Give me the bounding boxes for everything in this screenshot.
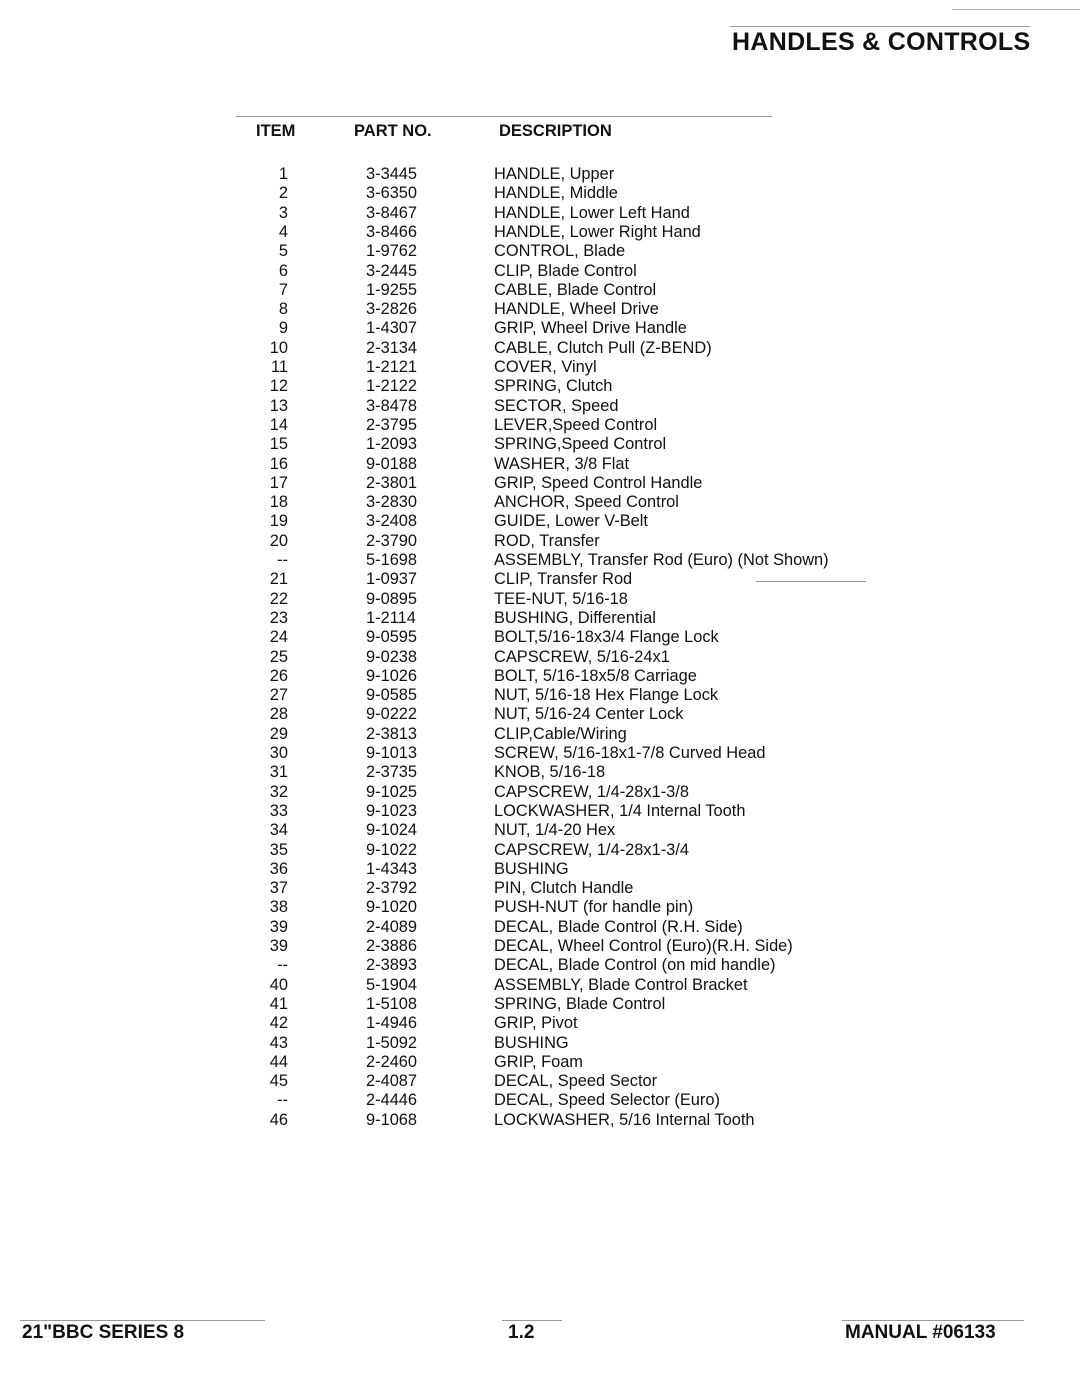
part-number: 2-4089 bbox=[366, 917, 418, 936]
table-row bbox=[0, 434, 1080, 454]
part-description: DECAL, Wheel Control (Euro)(R.H. Side) bbox=[494, 937, 793, 955]
table-row bbox=[0, 1071, 1080, 1091]
table-row bbox=[0, 647, 1080, 667]
part-description: DECAL, Blade Control (on mid handle) bbox=[494, 956, 776, 975]
footer-page-number: 1.2 bbox=[508, 1322, 535, 1343]
part-number: 9-1022 bbox=[366, 840, 418, 859]
footer-manual-number: MANUAL #06133 bbox=[845, 1322, 996, 1343]
footer-right-rule bbox=[842, 1320, 1024, 1321]
part-number: 2-4087 bbox=[366, 1072, 418, 1091]
part-number: 1-5108 bbox=[366, 994, 418, 1013]
part-description: HANDLE, Wheel Drive bbox=[494, 300, 659, 319]
item-number: 25 bbox=[269, 647, 288, 666]
part-number: 9-0895 bbox=[366, 589, 418, 608]
table-row bbox=[0, 183, 1080, 203]
table-row bbox=[0, 897, 1080, 917]
part-description: LOCKWASHER, 5/16 Internal Tooth bbox=[494, 1110, 755, 1129]
part-description: SECTOR, Speed bbox=[494, 396, 619, 415]
item-number: 41 bbox=[269, 994, 288, 1013]
item-number: 21 bbox=[269, 570, 288, 589]
item-number: 10 bbox=[269, 338, 288, 357]
part-number: 2-3795 bbox=[366, 415, 418, 434]
table-row bbox=[0, 724, 1080, 744]
item-number: 44 bbox=[269, 1052, 288, 1071]
table-row bbox=[0, 1110, 1080, 1130]
table-row bbox=[0, 801, 1080, 821]
item-number: 19 bbox=[269, 512, 288, 531]
part-number: 3-8467 bbox=[366, 203, 418, 222]
part-description: DECAL, Speed Selector (Euro) bbox=[494, 1091, 720, 1110]
item-number: 32 bbox=[269, 782, 288, 801]
table-row bbox=[0, 994, 1080, 1014]
part-number: 3-2830 bbox=[366, 493, 418, 512]
table-row bbox=[0, 473, 1080, 493]
item-number: 16 bbox=[269, 454, 288, 473]
part-description: KNOB, 5/16-18 bbox=[494, 763, 606, 782]
table-row bbox=[0, 762, 1080, 782]
table-row bbox=[0, 782, 1080, 802]
item-number: -- bbox=[277, 551, 288, 569]
part-number: 9-1068 bbox=[366, 1110, 418, 1129]
table-row bbox=[0, 859, 1080, 879]
part-description: HANDLE, Upper bbox=[494, 165, 615, 183]
part-description: SPRING, Blade Control bbox=[494, 994, 666, 1013]
item-number: 18 bbox=[269, 493, 288, 512]
table-row bbox=[0, 280, 1080, 300]
part-description: SPRING, Clutch bbox=[494, 377, 613, 396]
part-number: 1-9255 bbox=[366, 280, 418, 299]
table-row bbox=[0, 743, 1080, 763]
part-number: 1-2121 bbox=[366, 358, 418, 376]
part-description: HANDLE, Lower Left Hand bbox=[494, 203, 690, 222]
part-description: NUT, 1/4-20 Hex bbox=[494, 821, 616, 840]
table-row bbox=[0, 1052, 1080, 1072]
item-number: 27 bbox=[269, 686, 288, 705]
item-number: 35 bbox=[269, 840, 288, 859]
description-rule bbox=[756, 581, 866, 582]
part-number: 9-1026 bbox=[366, 666, 418, 685]
item-number: 7 bbox=[278, 280, 288, 299]
part-description: CAPSCREW, 1/4-28x1-3/4 bbox=[494, 840, 689, 859]
part-number: 3-2826 bbox=[366, 300, 418, 319]
part-description: COVER, Vinyl bbox=[494, 358, 597, 376]
table-row bbox=[0, 222, 1080, 242]
table-row bbox=[0, 955, 1080, 975]
item-number: 29 bbox=[269, 724, 288, 743]
table-row bbox=[0, 569, 1080, 589]
part-number: 2-4446 bbox=[366, 1091, 418, 1110]
item-number: 31 bbox=[269, 763, 288, 782]
table-row bbox=[0, 704, 1080, 724]
part-number: 9-0222 bbox=[366, 705, 418, 724]
table-row bbox=[0, 627, 1080, 647]
table-row bbox=[0, 454, 1080, 474]
table-row bbox=[0, 376, 1080, 396]
table-row bbox=[0, 357, 1080, 377]
part-number: 1-2114 bbox=[366, 608, 416, 627]
item-number: 14 bbox=[269, 415, 288, 434]
table-row bbox=[0, 203, 1080, 223]
part-number: 2-3735 bbox=[366, 763, 418, 782]
part-number: 5-1698 bbox=[366, 551, 418, 569]
part-number: 2-3134 bbox=[366, 338, 418, 357]
part-description: BOLT,5/16-18x3/4 Flange Lock bbox=[494, 628, 719, 647]
part-number: 9-1025 bbox=[366, 782, 418, 801]
item-number: 24 bbox=[269, 628, 288, 647]
column-header-part-no: PART NO. bbox=[354, 122, 432, 140]
item-number: 6 bbox=[278, 261, 288, 280]
part-description: BOLT, 5/16-18x5/8 Carriage bbox=[494, 666, 697, 685]
footer-series: 21"BBC SERIES 8 bbox=[22, 1322, 185, 1343]
table-row bbox=[0, 685, 1080, 705]
part-description: CONTROL, Blade bbox=[494, 242, 626, 261]
column-header-description: DESCRIPTION bbox=[499, 122, 612, 140]
table-row bbox=[0, 415, 1080, 435]
part-description: PUSH-NUT (for handle pin) bbox=[494, 898, 694, 917]
item-number: -- bbox=[277, 956, 288, 975]
part-number: 1-2093 bbox=[366, 435, 418, 454]
item-number: 46 bbox=[269, 1110, 288, 1129]
item-number: 38 bbox=[269, 898, 288, 917]
part-number: 1-5092 bbox=[366, 1033, 418, 1052]
table-row bbox=[0, 820, 1080, 840]
part-description: ANCHOR, Speed Control bbox=[494, 493, 679, 512]
table-row bbox=[0, 917, 1080, 937]
part-description: HANDLE, Lower Right Hand bbox=[494, 222, 701, 241]
part-number: 3-2408 bbox=[366, 512, 418, 531]
part-description: CLIP, Blade Control bbox=[494, 261, 637, 280]
part-number: 1-4946 bbox=[366, 1014, 418, 1033]
table-row bbox=[0, 318, 1080, 338]
part-number: 3-8466 bbox=[366, 222, 418, 241]
part-number: 2-2460 bbox=[366, 1052, 418, 1071]
footer-left-rule bbox=[20, 1320, 265, 1321]
part-description: BUSHING bbox=[494, 859, 569, 878]
part-description: WASHER, 3/8 Flat bbox=[494, 454, 630, 473]
part-number: 1-0937 bbox=[366, 570, 418, 589]
part-number: 2-3801 bbox=[366, 473, 418, 492]
item-number: 1 bbox=[278, 165, 288, 183]
table-row bbox=[0, 164, 1080, 184]
item-number: 45 bbox=[269, 1072, 288, 1091]
item-number: 34 bbox=[269, 821, 288, 840]
part-number: 1-2122 bbox=[366, 377, 418, 396]
part-number: 3-6350 bbox=[366, 184, 418, 203]
table-row bbox=[0, 261, 1080, 281]
table-row bbox=[0, 840, 1080, 860]
part-number: 9-0188 bbox=[366, 454, 418, 473]
table-row bbox=[0, 241, 1080, 261]
part-description: NUT, 5/16-24 Center Lock bbox=[494, 705, 684, 724]
part-number: 9-1020 bbox=[366, 898, 418, 917]
item-number: 8 bbox=[278, 300, 288, 319]
item-number: 3 bbox=[278, 203, 288, 222]
item-number: 28 bbox=[269, 705, 288, 724]
part-number: 9-1013 bbox=[366, 744, 418, 762]
part-description: BUSHING bbox=[494, 1033, 569, 1052]
table-row bbox=[0, 396, 1080, 416]
part-number: 5-1904 bbox=[366, 975, 418, 994]
part-description: CLIP, Transfer Rod bbox=[494, 570, 633, 589]
item-number: 40 bbox=[269, 975, 288, 994]
item-number: 4 bbox=[278, 222, 288, 241]
page-title: HANDLES & CONTROLS bbox=[732, 28, 1031, 56]
item-number: 5 bbox=[278, 242, 288, 261]
part-number: 9-1023 bbox=[366, 801, 418, 820]
item-number: 2 bbox=[278, 184, 288, 203]
table-row bbox=[0, 878, 1080, 898]
table-row bbox=[0, 608, 1080, 628]
item-number: 36 bbox=[269, 859, 288, 878]
table-row bbox=[0, 338, 1080, 358]
part-description: ASSEMBLY, Transfer Rod (Euro) (Not Shown) bbox=[494, 551, 829, 569]
part-description: SPRING,Speed Control bbox=[494, 435, 667, 454]
part-description: HANDLE, Middle bbox=[494, 184, 618, 203]
table-row bbox=[0, 975, 1080, 995]
item-number: 13 bbox=[269, 396, 288, 415]
part-description: CABLE, Clutch Pull (Z-BEND) bbox=[494, 338, 712, 357]
table-row bbox=[0, 550, 1080, 570]
item-number: 23 bbox=[269, 608, 288, 627]
part-number: 9-0238 bbox=[366, 647, 418, 666]
part-number: 9-0585 bbox=[366, 686, 418, 705]
table-row bbox=[0, 511, 1080, 531]
part-number: 1-4343 bbox=[366, 859, 418, 878]
part-description: TEE-NUT, 5/16-18 bbox=[494, 589, 628, 608]
part-number: 2-3813 bbox=[366, 724, 418, 743]
item-number: 17 bbox=[269, 473, 288, 492]
part-number: 1-4307 bbox=[366, 319, 418, 338]
part-description: DECAL, Blade Control (R.H. Side) bbox=[494, 917, 743, 936]
table-row bbox=[0, 666, 1080, 686]
part-number: 9-1024 bbox=[366, 821, 418, 840]
part-description: CAPSCREW, 5/16-24x1 bbox=[494, 647, 670, 666]
part-description: BUSHING, Differential bbox=[494, 608, 656, 627]
part-number: 2-3792 bbox=[366, 879, 418, 898]
item-number: -- bbox=[277, 1091, 288, 1110]
part-description: GRIP, Foam bbox=[494, 1052, 583, 1071]
table-row bbox=[0, 531, 1080, 551]
part-description: GUIDE, Lower V-Belt bbox=[494, 512, 648, 531]
part-description: DECAL, Speed Sector bbox=[494, 1072, 658, 1091]
item-number: 12 bbox=[269, 377, 288, 396]
item-number: 22 bbox=[269, 589, 288, 608]
part-number: 2-3893 bbox=[366, 956, 418, 975]
item-number: 15 bbox=[269, 435, 288, 454]
part-description: ASSEMBLY, Blade Control Bracket bbox=[494, 975, 748, 994]
table-row bbox=[0, 936, 1080, 956]
part-number: 1-9762 bbox=[366, 242, 418, 261]
part-description: GRIP, Wheel Drive Handle bbox=[494, 319, 687, 338]
part-description: CABLE, Blade Control bbox=[494, 280, 657, 299]
item-number: 30 bbox=[269, 744, 288, 762]
part-description: GRIP, Pivot bbox=[494, 1014, 578, 1033]
item-number: 20 bbox=[269, 531, 288, 550]
part-number: 2-3790 bbox=[366, 531, 418, 550]
part-number: 3-8478 bbox=[366, 396, 418, 415]
item-number: 39 bbox=[269, 917, 288, 936]
part-number: 2-3886 bbox=[366, 937, 418, 955]
part-description: CAPSCREW, 1/4-28x1-3/8 bbox=[494, 782, 689, 801]
column-header-item: ITEM bbox=[256, 122, 296, 140]
item-number: 37 bbox=[269, 879, 288, 898]
table-row bbox=[0, 589, 1080, 609]
part-description: LOCKWASHER, 1/4 Internal Tooth bbox=[494, 801, 746, 820]
part-description: SCREW, 5/16-18x1-7/8 Curved Head bbox=[494, 744, 766, 762]
part-description: GRIP, Speed Control Handle bbox=[494, 473, 703, 492]
table-row bbox=[0, 299, 1080, 319]
part-description: NUT, 5/16-18 Hex Flange Lock bbox=[494, 686, 719, 705]
item-number: 33 bbox=[269, 801, 288, 820]
item-number: 39 bbox=[269, 937, 288, 955]
part-number: 9-0595 bbox=[366, 628, 418, 647]
item-number: 43 bbox=[269, 1033, 288, 1052]
table-row bbox=[0, 492, 1080, 512]
table-row bbox=[0, 1033, 1080, 1053]
part-description: ROD, Transfer bbox=[494, 531, 600, 550]
item-number: 9 bbox=[278, 319, 288, 338]
table-row bbox=[0, 1013, 1080, 1033]
part-number: 3-3445 bbox=[366, 165, 418, 183]
part-description: CLIP,Cable/Wiring bbox=[494, 724, 627, 743]
part-description: LEVER,Speed Control bbox=[494, 415, 658, 434]
table-row bbox=[0, 1090, 1080, 1110]
item-number: 11 bbox=[270, 358, 288, 376]
item-number: 26 bbox=[269, 666, 288, 685]
item-number: 42 bbox=[269, 1014, 288, 1033]
footer-mid-rule bbox=[502, 1320, 562, 1321]
part-description: PIN, Clutch Handle bbox=[494, 879, 634, 898]
part-number: 3-2445 bbox=[366, 261, 418, 280]
